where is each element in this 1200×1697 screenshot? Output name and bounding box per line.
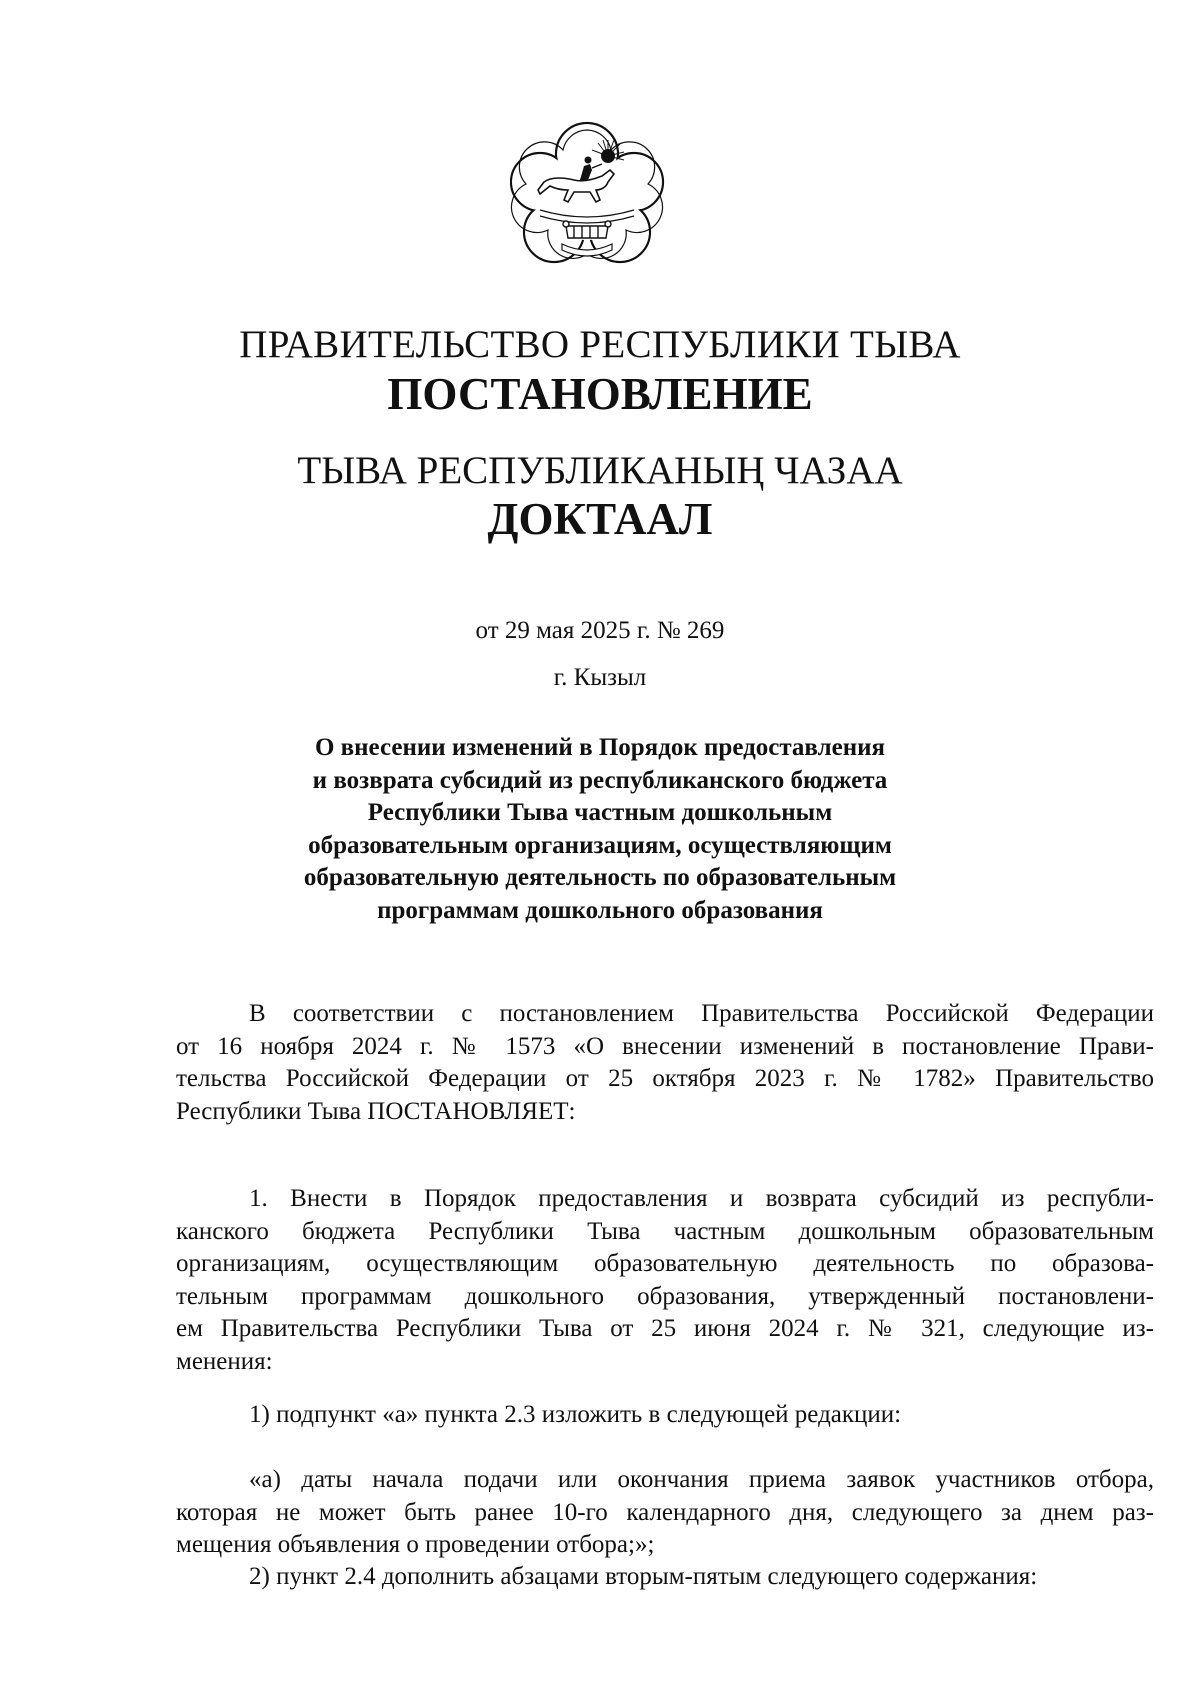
subitem-1-paragraph <box>176 1399 1154 1432</box>
preamble-paragraph <box>176 998 1154 1128</box>
government-name-tyv: ТЫВА РЕСПУБЛИКАНЫҢ ЧАЗАА <box>297 449 903 492</box>
title-line: О внесении изменений в Порядок предоставления <box>314 734 886 761</box>
document-date-number: от 29 мая 2025 г. № 269 <box>475 617 725 644</box>
text-line: тельным программам дошкольного образования, утвержденный постановлени- <box>176 1282 1154 1310</box>
document-kind-ru: ПОСТАНОВЛЕНИЕ <box>387 369 813 419</box>
subitem-2-paragraph <box>176 1561 1154 1594</box>
text-line: мещения объявления о проведении отбора;»; <box>176 1531 655 1558</box>
text-line: 1. Внести в Порядок предоставления и возврата субсидий из республи- <box>249 1185 1154 1212</box>
text-line: тельства Российской Федерации от 25 октября 2023 г. № 1782» Правительство <box>176 1065 1154 1092</box>
text-line: организациям, осуществляющим образовательную деятельность по образова- <box>176 1250 1154 1277</box>
text-line: 2) пункт 2.4 дополнить абзацами вторым-пятым следующего содержания: <box>249 1563 1038 1590</box>
text-line: «а) даты начала подачи или окончания приема заявок участников отбора, <box>249 1466 1154 1493</box>
document-kind-tyv: ДОКТААЛ <box>487 494 713 544</box>
text-line: которая не может быть ранее 10-го календарного дня, следующего за днем раз- <box>176 1498 1154 1526</box>
text-line: канского бюджета Республики Тыва частным дошкольным образовательным <box>176 1217 1154 1245</box>
title-line: программам дошкольного образования <box>377 896 823 924</box>
text-line: Республики Тыва ПОСТАНОВЛЯЕТ: <box>176 1097 576 1125</box>
document-city: г. Кызыл <box>553 664 647 691</box>
document-title <box>0 732 1200 927</box>
item-1-paragraph <box>176 1183 1154 1378</box>
text-line: менения: <box>176 1347 273 1375</box>
text-line: 1) подпункт «а» пункта 2.3 изложить в следующей редакции: <box>249 1401 902 1428</box>
government-name-ru: ПРАВИТЕЛЬСТВО РЕСПУБЛИКИ ТЫВА <box>239 323 961 366</box>
tyva-coat-of-arms-icon <box>510 120 665 268</box>
quote-paragraph <box>176 1464 1154 1562</box>
text-line: от 16 ноября 2024 г. № 1573 «О внесении изменений в постановление Прави- <box>176 1032 1154 1060</box>
title-line: и возврата субсидий из республиканского бюджета <box>312 766 888 794</box>
text-line: ем Правительства Республики Тыва от 25 июня 2024 г. № 321, следующие из- <box>176 1315 1154 1342</box>
text-line: В соответствии с постановлением Правительства Российской Федерации <box>249 1000 1154 1027</box>
title-line: Республики Тыва частным дошкольным <box>367 799 833 826</box>
title-line: образовательным организациям, осуществляющим <box>308 831 892 859</box>
title-line: образовательную деятельность по образовательным <box>303 864 897 891</box>
